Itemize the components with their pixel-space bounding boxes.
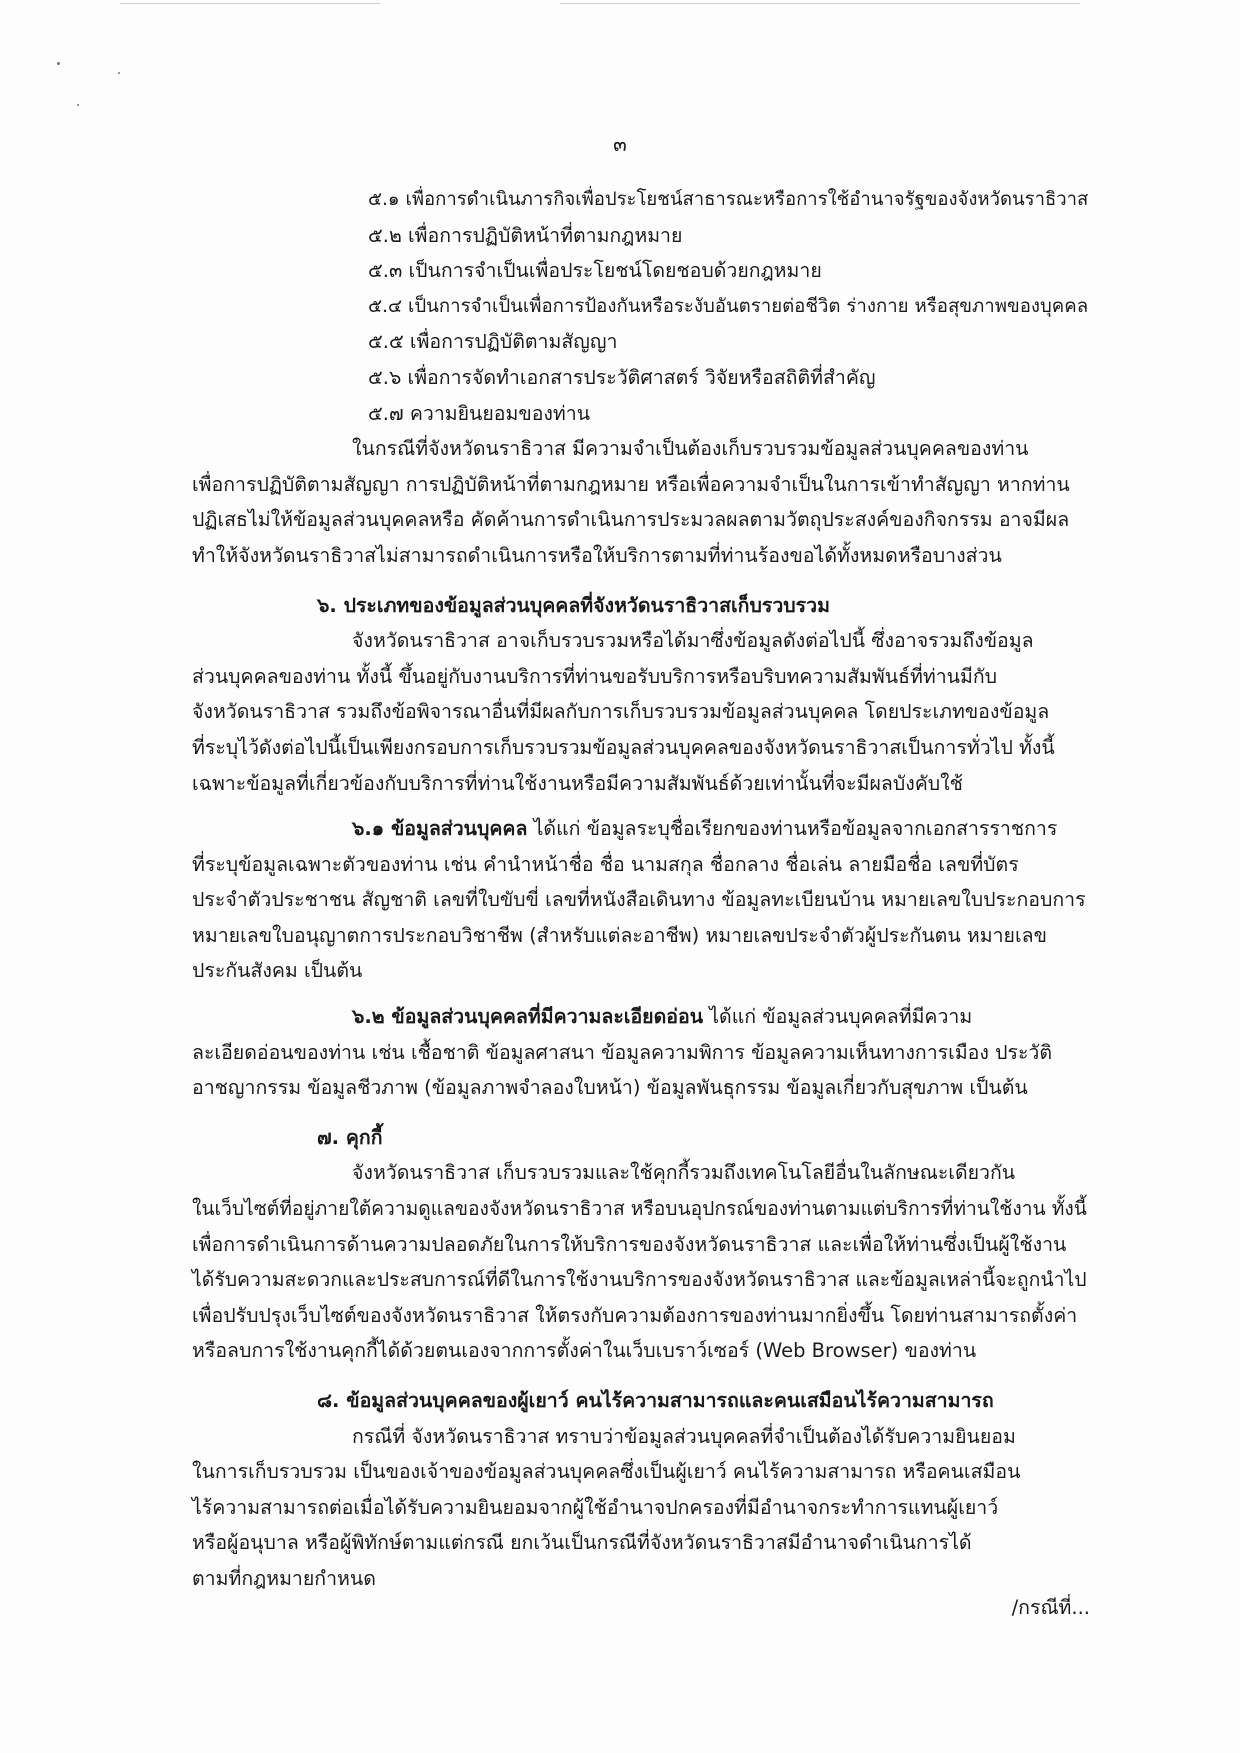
paragraph-line: ไร้ความสามารถต่อเมื่อได้รับความยินยอมจากผู้ใช้อำนาจปกครองที่มีอำนาจกระทำการแทนผู้เยาว์ [192,1495,999,1519]
paragraph-line: ประกันสังคม เป็นต้น [192,959,363,983]
paragraph-line: จังหวัดนราธิวาส รวมถึงข้อพิจารณาอื่นที่มีผลกับการเก็บรวบรวมข้อมูลส่วนบุคคล โดยประเภทของข้อมูล [192,700,1050,724]
section-8 [192,1383,1092,1597]
paragraph-line: เพื่อปรับปรุงเว็บไซต์ของจังหวัดนราธิวาส ให้ตรงกับความต้องการของท่านมากยิ่งขึ้น โดยท่านสามารถตั้งค่า [192,1303,1078,1327]
subsection-label: ๖.๑ ข้อมูลส่วนบุคคล [352,817,528,841]
paragraph-line: ในกรณีที่จังหวัดนราธิวาส มีความจำเป็นต้องเก็บรวบรวมข้อมูลส่วนบุคคลของท่าน [352,437,1029,461]
paragraph-line: ตามที่กฎหมายกำหนด [192,1566,376,1590]
paragraph-line: ละเอียดอ่อนของท่าน เช่น เชื้อชาติ ข้อมูลศาสนา ข้อมูลความพิการ ข้อมูลความเห็นทางการเมือง ประวัติ [192,1040,1053,1064]
section-6 [192,588,1092,1106]
scan-speck [77,104,79,106]
paragraph-line: เพื่อการดำเนินการด้านความปลอดภัยในการให้บริการของจังหวัดนราธิวาส และเพื่อให้ท่านซึ่งเป็นผู้ใช้งาน [192,1232,1067,1256]
scan-edge-mark [120,3,380,4]
paragraph-line: ในเว็บไซต์ที่อยู่ภายใต้ความดูแลของจังหวัดนราธิวาส หรือบนอุปกรณ์ของท่านตามแต่บริการที่ท่านใช้งาน ทั้งนี้ [192,1197,1087,1221]
paragraph-line: จังหวัดนราธิวาส อาจเก็บรวบรวมหรือได้มาซึ่งข้อมูลดังต่อไปนี้ ซึ่งอาจรวมถึงข้อมูล [352,629,1034,653]
paragraph-line: หรือลบการใช้งานคุกกี้ได้ด้วยตนเองจากการตั้งค่าในเว็บเบราว์เซอร์ (Web Browser) ของท่าน [192,1339,977,1363]
paragraph-line: กรณีที่ จังหวัดนราธิวาส ทราบว่าข้อมูลส่วนบุคคลที่จำเป็นต้องได้รับความยินยอม [352,1424,1016,1448]
paragraph-line: ทำให้จังหวัดนราธิวาสไม่สามารถดำเนินการหรือให้บริการตามที่ท่านร้องขอได้ทั้งหมดหรือบางส่วน [192,543,1002,567]
paragraph-line: อาชญากรรม ข้อมูลชีวภาพ (ข้อมูลภาพจำลองใบหน้า) ข้อมูลพันธุกรรม ข้อมูลเกี่ยวกับสุขภาพ เป็นต้น [192,1076,1028,1100]
subsection-text: ได้แก่ ข้อมูลส่วนบุคคลที่มีความ [703,1005,973,1029]
paragraph-line: ประจำตัวประชาชน สัญชาติ เลขที่ใบขับขี่ เลขที่หนังสือเดินทาง ข้อมูลทะเบียนบ้าน หมายเลขใบประกอบการ [192,888,1086,912]
paragraph-line: ส่วนบุคคลของท่าน ทั้งนี้ ขึ้นอยู่กับงานบริการที่ท่านขอรับบริการหรือบริบทความสัมพันธ์ที่ท่านมีกับ [192,664,998,688]
subsection-label: ๖.๒ ข้อมูลส่วนบุคคลที่มีความละเอียดอ่อน [352,1005,704,1029]
subsection-first-line [192,811,1092,847]
list-item: ๕.๕ เพื่อการปฏิบัติตามสัญญา [368,330,618,354]
paragraph-line: ที่ระบุไว้ดังต่อไปนี้เป็นเพียงกรอบการเก็บรวบรวมข้อมูลส่วนบุคคลของจังหวัดนราธิวาสเป็นการทั่วไป ทั้งนี้ [192,735,1055,759]
scan-speck [118,72,120,74]
paragraph-line: ที่ระบุข้อมูลเฉพาะตัวของท่าน เช่น คำนำหน้าชื่อ ชื่อ นามสกุล ชื่อกลาง ชื่อเล่น ลายมือชื่อ เลขที่บัตร [192,852,1019,876]
list-item: ๕.๒ เพื่อการปฏิบัติหน้าที่ตามกฎหมาย [368,223,683,247]
purpose-list [192,182,1092,431]
list-item: ๕.๗ ความยินยอมของท่าน [368,401,591,425]
paragraph-refusal-consequence [192,431,1092,573]
document-body [192,182,1092,1597]
subsection-6-2 [192,999,1092,1106]
paragraph-line: ในการเก็บรวบรวม เป็นของเจ้าของข้อมูลส่วนบุคคลซึ่งเป็นผู้เยาว์ คนไร้ความสามารถ หรือคนเสมือน [192,1460,1021,1484]
list-item: ๕.๓ เป็นการจำเป็นเพื่อประโยชน์โดยชอบด้วยกฎหมาย [368,259,822,283]
continuation-marker: /กรณีที่... [1011,1596,1090,1619]
subsection-first-line [192,999,1092,1035]
section-heading: ๖. ประเภทของข้อมูลส่วนบุคคลที่จังหวัดนราธิวาสเก็บรวบรวม [317,593,830,617]
subsection-6-1 [192,811,1092,989]
paragraph-line: หรือผู้อนุบาล หรือผู้พิทักษ์ตามแต่กรณี ยกเว้นเป็นกรณีที่จังหวัดนราธิวาสมีอำนาจดำเนินการได้ [192,1531,972,1555]
paragraph-line: หมายเลขใบอนุญาตการประกอบวิชาชีพ (สำหรับแต่ละอาชีพ) หมายเลขประจำตัวผู้ประกันตน หมายเลข [192,923,1047,947]
scan-edge-mark [560,3,1080,4]
section-heading: ๗. คุกกี้ [317,1125,383,1149]
paragraph-line: เฉพาะข้อมูลที่เกี่ยวข้องกับบริการที่ท่านใช้งานหรือมีความสัมพันธ์ด้วยเท่านั้นที่จะมีผลบังคับใช้ [192,771,963,795]
list-item: ๕.๔ เป็นการจำเป็นเพื่อการป้องกันหรือระงับอันตรายต่อชีวิต ร่างกาย หรือสุขภาพของบุคคล [368,295,1089,317]
section-heading: ๘. ข้อมูลส่วนบุคคลของผู้เยาว์ คนไร้ความสามารถและคนเสมือนไร้ความสามารถ [317,1389,994,1412]
scan-speck [57,62,60,65]
subsection-text: ได้แก่ ข้อมูลระบุชื่อเรียกของท่านหรือข้อมูลจากเอกสารราชการ [527,817,1058,841]
section-7 [192,1120,1092,1369]
list-item: ๕.๑ เพื่อการดำเนินภารกิจเพื่อประโยชน์สาธารณะหรือการใช้อำนาจรัฐของจังหวัดนราธิวาส [368,189,1089,210]
paragraph-line: ได้รับความสะดวกและประสบการณ์ที่ดีในการใช้งานบริการของจังหวัดนราธิวาส และข้อมูลเหล่านี้จะถูกนำไป [192,1268,1087,1292]
paragraph-line: ปฏิเสธไม่ให้ข้อมูลส่วนบุคคลหรือ คัดค้านการดำเนินการประมวลผลตามวัตถุประสงค์ของกิจกรรม อาจมีผล [192,508,1070,532]
list-item: ๕.๖ เพื่อการจัดทำเอกสารประวัติศาสตร์ วิจัยหรือสถิติที่สำคัญ [368,365,876,389]
page-number: ๓ [613,132,627,156]
paragraph-line: เพื่อการปฏิบัติตามสัญญา การปฏิบัติหน้าที่ตามกฎหมาย หรือเพื่อความจำเป็นในการเข้าทำสัญญา หากท่าน [192,472,1070,496]
paragraph-line: จังหวัดนราธิวาส เก็บรวบรวมและใช้คุกกี้รวมถึงเทคโนโลยีอื่นในลักษณะเดียวกัน [352,1161,1016,1185]
